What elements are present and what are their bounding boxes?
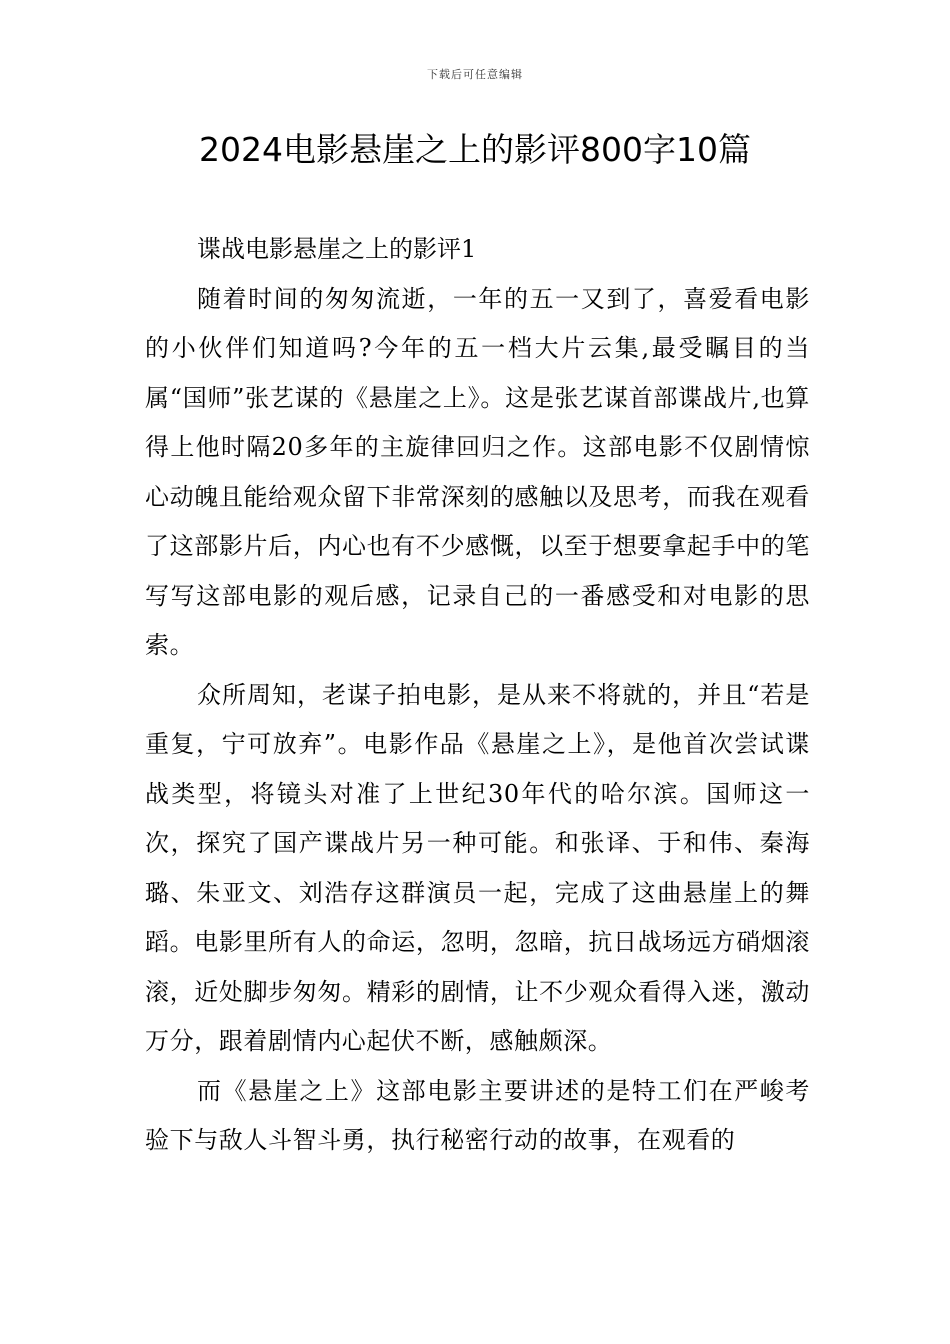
header-note: 下载后可任意编辑	[427, 68, 523, 81]
document-body	[145, 225, 810, 1166]
paragraph-1: 随着时间的匆匆流逝，一年的五一又到了，喜爱看电影的小伙伴们知道吗?今年的五一档大片云集,最受瞩目的当属“国师”张艺谋的《悬崖之上》。这是张艺谋首部谍战片,也算得上他时隔20多年的主旋律回归之作。这部电影不仅剧情惊心动魄且能给观众留下非常深刻的感触以及思考，而我在观看了这部影片后，内心也有不少感慨，以至于想要拿起手中的笔写写这部电影的观后感，记录自己的一番感受和对电影的思索。	[145, 284, 810, 659]
section-heading: 谍战电影悬崖之上的影评1	[197, 235, 477, 263]
document-title: 2024电影悬崖之上的影评800字10篇	[199, 130, 751, 169]
paragraph-3: 而《悬崖之上》这部电影主要讲述的是特工们在严峻考验下与敌人斗智斗勇，执行秘密行动的故事，在观看的	[145, 1076, 810, 1154]
paragraph-2: 众所周知，老谋子拍电影，是从来不将就的，并且“若是重复，宁可放弃”。电影作品《悬崖之上》，是他首次尝试谍战类型，将镜头对准了上世纪30年代的哈尔滨。国师这一次，探究了国产谍战片另一种可能。和张译、于和伟、秦海璐、朱亚文、刘浩存这群演员一起，完成了这曲悬崖上的舞蹈。电影里所有人的命运，忽明，忽暗，抗日战场远方硝烟滚滚，近处脚步匆匆。精彩的剧情，让不少观众看得入迷，激动万分，跟着剧情内心起伏不断，感触颇深。	[145, 680, 810, 1055]
